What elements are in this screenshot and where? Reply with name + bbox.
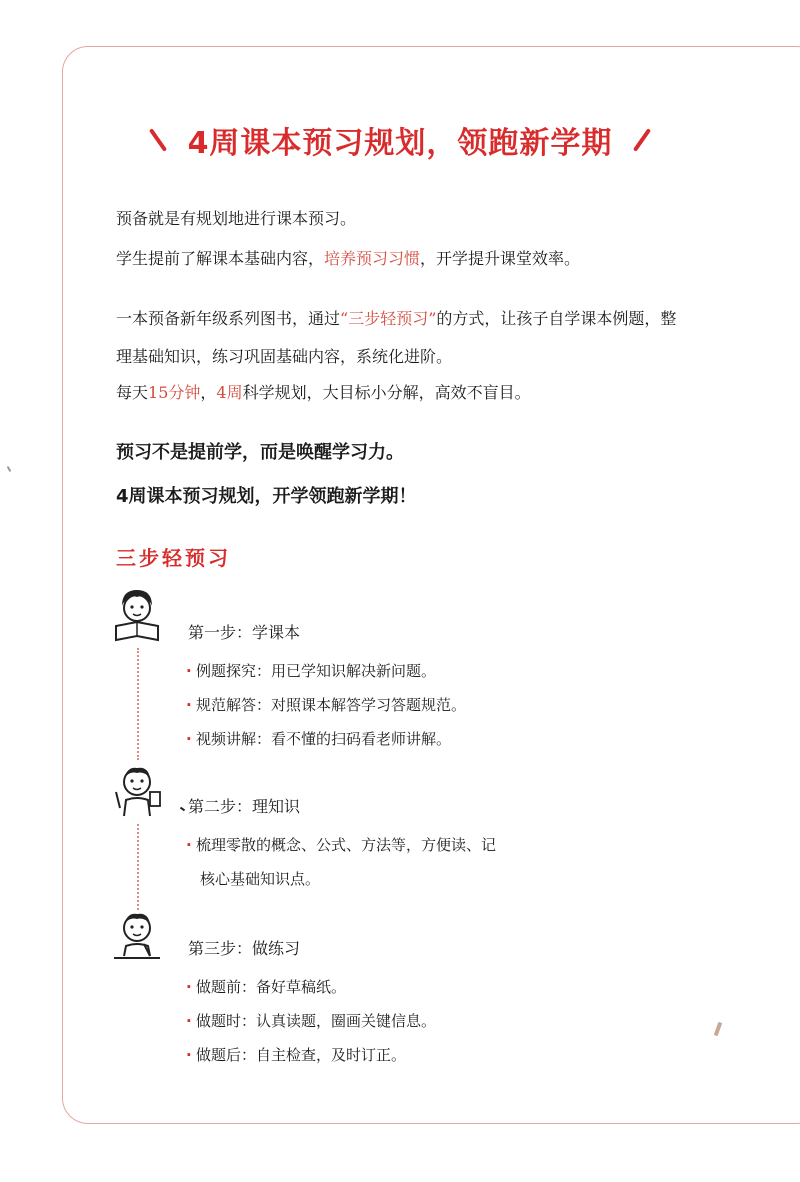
step-1-bullet-2	[186, 694, 466, 715]
step-1-title: 第一步：学课本	[188, 623, 301, 642]
slogan-line-2: 4周课本预习规划，开学领跑新学期！	[116, 486, 417, 507]
step-1-bullet-1-text: 例题探究：用已学知识解决新问题。	[196, 662, 437, 680]
step-3-bullet-3	[186, 1044, 406, 1065]
bullet-dot-icon: ·	[186, 730, 192, 748]
bullet-dot-icon: ·	[186, 1012, 192, 1030]
intro-line-5-tail: 科学规划，大目标小分解，高效不盲目。	[242, 383, 531, 402]
intro-line-5-text: 每天	[116, 383, 149, 402]
intro-line-2-tail: ，开学提升课堂效率。	[420, 249, 581, 268]
boy-writing-at-desk-icon	[110, 908, 164, 964]
step-3-bullet-1-text: 做题前：备好草稿纸。	[196, 978, 347, 996]
bullet-dot-icon: ·	[186, 662, 192, 680]
step-1-bullet-3	[186, 728, 451, 749]
boy-with-pencil-and-card-icon	[110, 762, 164, 818]
step-2-bullet-1	[186, 834, 496, 855]
step-connector-2	[137, 824, 139, 910]
intro-line-4: 理基础知识，练习巩固基础内容，系统化进阶。	[116, 347, 453, 366]
step-3-bullet-2	[186, 1010, 436, 1031]
intro-line-2-text: 学生提前了解课本基础内容，	[116, 249, 325, 268]
step-2-title: 第二步：理知识	[188, 797, 301, 816]
step-2-continuation: 核心基础知识点。	[200, 870, 321, 888]
bullet-dot-icon: ·	[186, 696, 192, 714]
title-row	[0, 118, 800, 162]
intro-highlight-15-minutes: 15分钟	[148, 383, 201, 402]
step-2-bullet-1-text: 梳理零散的概念、公式、方法等，方便读、记	[196, 836, 497, 854]
intro-highlight-three-steps: “三步轻预习”	[340, 309, 437, 328]
boy-reading-book-icon	[110, 586, 164, 642]
step-1-bullet-3-text: 视频讲解：看不懂的扫码看老师讲解。	[196, 730, 452, 748]
bullet-dot-icon: ·	[186, 1046, 192, 1064]
section-heading: 三步轻预习	[116, 546, 231, 570]
intro-line-5	[116, 380, 531, 403]
intro-highlight-habit: 培养预习习惯	[324, 249, 421, 268]
slogan-line-1: 预习不是提前学，而是唤醒学习力。	[116, 442, 404, 463]
step-3-bullet-3-text: 做题后：自主检查，及时订正。	[196, 1046, 407, 1064]
page-title: 4周课本预习规划，领跑新学期	[187, 126, 613, 161]
intro-line-2	[116, 246, 580, 269]
step-connector-1	[137, 648, 139, 760]
intro-line-3-text: 一本预备新年级系列图书，通过	[116, 309, 341, 328]
right-slash-decoration	[632, 128, 650, 152]
intro-line-1: 预备就是有规划地进行课本预习。	[116, 209, 357, 228]
step-3-bullet-2-text: 做题时：认真读题，圈画关键信息。	[196, 1012, 437, 1030]
bullet-dot-icon: ·	[186, 978, 192, 996]
step-1-bullet-1	[186, 660, 436, 681]
intro-line-5-comma: ，	[200, 383, 217, 402]
step-1-bullet-2-text: 规范解答：对照课本解答学习答题规范。	[196, 696, 467, 714]
intro-line-3-tail: 的方式，让孩子自学课本例题，整	[436, 309, 677, 328]
left-slash-decoration	[149, 128, 167, 152]
step-3-bullet-1	[186, 976, 346, 997]
scan-speck	[7, 466, 12, 472]
step-3-title: 第三步：做练习	[188, 939, 301, 958]
intro-line-3	[116, 306, 676, 329]
intro-highlight-4-weeks: 4周	[216, 383, 243, 402]
bullet-dot-icon: ·	[186, 836, 192, 854]
